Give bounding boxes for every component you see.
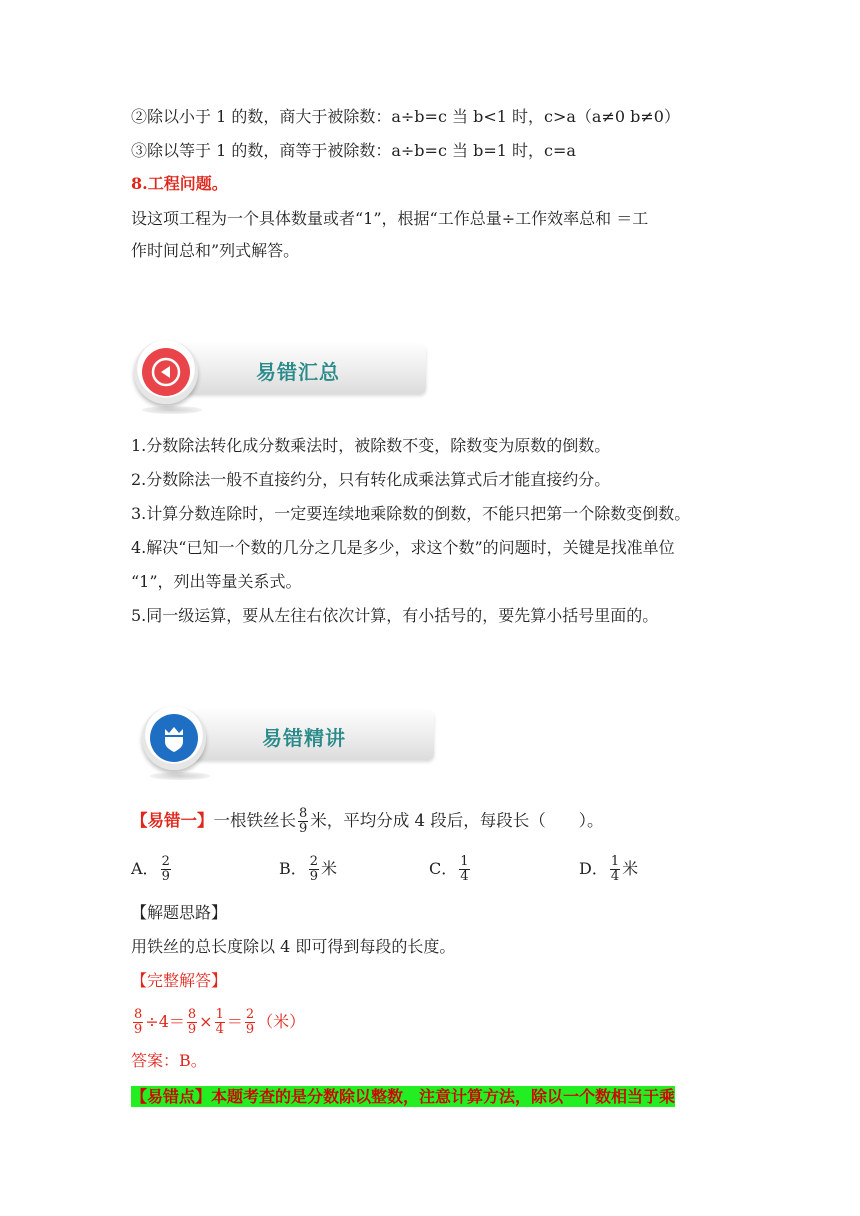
option-letter: A． [131,859,159,878]
question-text-a: 一根铁丝长 [213,811,296,830]
option-fraction [161,855,171,884]
length-fraction [298,807,308,836]
fraction-numerator: 2 [309,854,319,869]
fraction-numerator: 2 [161,854,170,869]
idea-text: 用铁丝的总长度除以 4 即可得到每段的长度。 [131,937,456,956]
options-row [131,855,691,891]
summary-item-4: 4.解决“已知一个数的几分之几是多少，求这个数”的问题时，关键是找准单位 [131,538,675,557]
option-fraction [309,855,319,884]
option-letter: C． [429,859,458,878]
banner-mistake-summary [134,340,426,410]
idea-label: 【解题思路】 [131,903,228,922]
eq-fraction-4 [245,1008,255,1037]
fraction-denominator: 9 [299,821,308,836]
question-tag: 【易错一】 [131,811,214,830]
fraction-denominator: 9 [187,1022,197,1037]
fraction-denominator: 4 [610,869,620,884]
answer-text: 答案：B。 [131,1051,207,1070]
fraction-numerator: 8 [299,806,308,821]
option-c [429,855,472,884]
summary-item-3: 3.计算分数连除时，一定要连续地乘除数的倒数，不能只把第一个除数变倒数。 [131,504,691,523]
fraction-denominator: 9 [245,1022,255,1037]
para-engineering-1: 设这项工程为一个具体数量或者“1”，根据“工作总量÷工作效率总和 ＝工 [131,209,649,228]
fraction-numerator: 1 [610,854,620,869]
fraction-denominator: 9 [309,869,319,884]
fraction-numerator: 8 [187,1007,197,1022]
option-fraction [459,855,469,884]
para-engineering-2: 作时间总和”列式解答。 [131,241,300,260]
eq-fraction-3 [215,1008,225,1037]
option-fraction [610,855,620,884]
heading-engineering: 8.工程问题。 [131,174,228,193]
rule-line-3: ③除以等于 1 的数，商等于被除数：a÷b=c 当 b=1 时，c=a [131,141,576,160]
banner-shadow [142,406,202,414]
fraction-denominator: 9 [134,1022,143,1037]
fraction-denominator: 4 [215,1022,224,1037]
rule-line-2: ②除以小于 1 的数，商大于被除数：a÷b=c 当 b<1 时，c>a（a≠0 b≠0） [131,107,680,126]
option-d [579,855,638,884]
option-unit: 米 [622,859,639,878]
eq-fraction-1 [133,1008,143,1037]
solution-equation [131,1006,305,1038]
summary-item-5: 5.同一级运算，要从左往右依次计算，有小括号的，要先算小括号里面的。 [131,606,659,625]
summary-item-4b: “1”，列出等量关系式。 [131,572,302,591]
banner-title: 易错精讲 [262,726,346,750]
fraction-numerator: 8 [134,1007,143,1022]
option-letter: B． [279,859,307,878]
question-stem [131,806,604,836]
option-b [279,855,337,884]
banner-mistake-explain [142,706,436,776]
shield-crown-icon [150,714,198,762]
fraction-numerator: 1 [460,854,469,869]
option-a [131,855,173,884]
eq-divide: ÷4＝ [145,1012,185,1031]
fraction-numerator: 2 [245,1007,255,1022]
error-point-line [131,1086,675,1108]
banner-disc [134,340,198,404]
eq-equals: ＝ [226,1012,243,1031]
fraction-denominator: 9 [161,869,170,884]
question-text-b: 米，平均分成 4 段后，每段长（ ）。 [310,811,604,830]
full-solution-label: 【完整解答】 [131,971,228,990]
summary-item-2: 2.分数除法一般不直接约分，只有转化成乘法算式后才能直接约分。 [131,470,611,489]
summary-item-1: 1.分数除法转化成分数乘法时，被除数不变，除数变为原数的倒数。 [131,436,611,455]
eq-unit: （米） [257,1012,306,1031]
error-point-highlight: 【易错点】本题考查的是分数除以整数，注意计算方法，除以一个数相当于乘 [131,1087,676,1106]
banner-title: 易错汇总 [256,360,340,384]
banner-disc [142,706,206,770]
fraction-numerator: 1 [215,1007,224,1022]
eq-times: × [199,1012,213,1031]
play-back-icon [142,348,190,396]
option-letter: D． [579,859,608,878]
fraction-denominator: 4 [460,869,469,884]
eq-fraction-2 [187,1008,197,1037]
option-unit: 米 [321,859,338,878]
banner-shadow [150,772,210,780]
